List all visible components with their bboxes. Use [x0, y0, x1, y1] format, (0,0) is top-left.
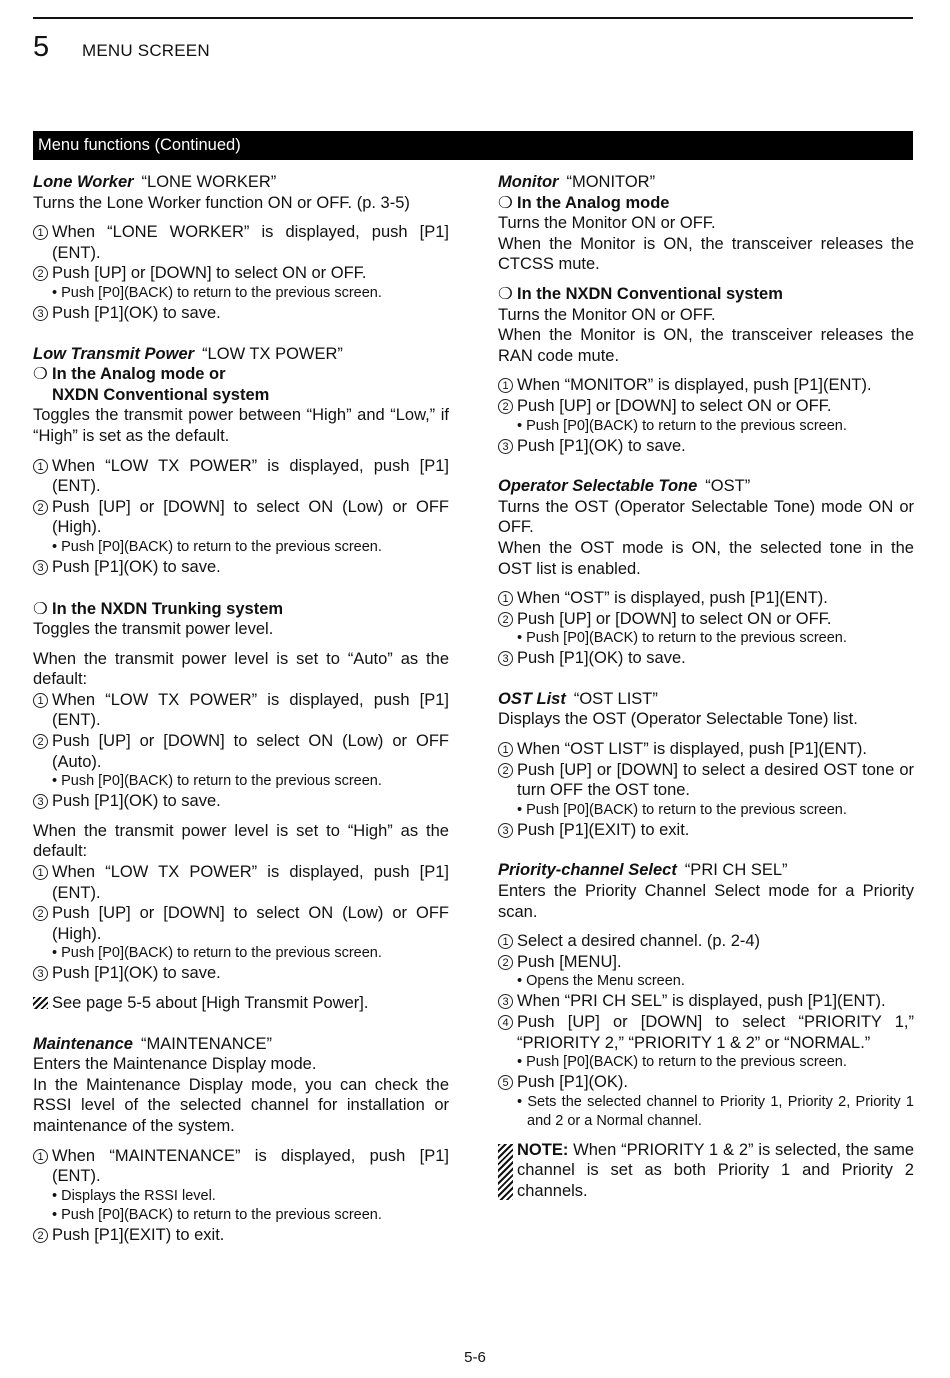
item-name: OST List: [498, 689, 566, 708]
step-subnote: • Push [P0](BACK) to return to the previous screen.: [517, 1054, 847, 1071]
step-number-icon: 4: [498, 1015, 513, 1030]
note-hatch-icon: [33, 997, 48, 1009]
step: [498, 396, 914, 417]
step-text: Push [UP] or [DOWN] to select ON (Low) or OFF (High).: [52, 904, 449, 943]
item-code: “LOW TX POWER”: [202, 344, 343, 363]
circle-mark-icon: ❍: [33, 365, 48, 384]
step-number-icon: 3: [33, 306, 48, 321]
item-description: Turns the OST (Operator Selectable Tone) mode ON or OFF.: [498, 497, 914, 537]
step-text: Push [UP] or [DOWN] to select ON (Low) or OFF (Auto).: [52, 732, 449, 771]
step: [33, 791, 449, 812]
item-name: Lone Worker: [33, 173, 134, 191]
step-number-icon: 3: [498, 651, 513, 666]
monitor-heading: [498, 172, 914, 193]
item-code: “MONITOR”: [566, 173, 656, 191]
step: [498, 375, 914, 396]
step-number-icon: 2: [33, 500, 48, 515]
step: [33, 557, 449, 578]
maintenance-heading: [33, 1034, 449, 1055]
step-text: Push [P1](EXIT) to exit.: [52, 1225, 225, 1244]
step: [33, 497, 449, 538]
step: [33, 263, 449, 284]
item-description: Enters the Priority Channel Select mode for a Priority scan.: [498, 882, 914, 921]
step: [33, 903, 449, 944]
step: [498, 820, 914, 841]
step: [33, 456, 449, 497]
step-subnote: • Push [P0](BACK) to return to the previous screen.: [517, 417, 847, 434]
high-intro: When the transmit power level is set to “High” as the default:: [33, 821, 449, 861]
lone-worker-section: [33, 172, 449, 324]
mode-heading: ❍ In the Analog mode: [498, 193, 670, 212]
step-text: Push [MENU].: [517, 952, 622, 971]
step-number-icon: 2: [33, 734, 48, 749]
mode-description: Turns the Monitor ON or OFF.: [498, 305, 716, 324]
step-text: When “OST” is displayed, push [P1](ENT).: [517, 589, 828, 608]
circle-mark-icon: ❍: [33, 599, 48, 618]
monitor-section: [498, 172, 914, 456]
step-text: When “LOW TX POWER” is displayed, push [P1] (ENT).: [52, 863, 449, 902]
step: [498, 952, 914, 973]
step-number-icon: 1: [498, 591, 513, 606]
step: [33, 303, 449, 324]
item-description: In the Maintenance Display mode, you can check the RSSI level of the selected channel for installation or maintenance of the system.: [33, 1075, 449, 1135]
mode-heading: ❍ In the NXDN Trunking system: [33, 599, 284, 618]
step: [498, 1012, 914, 1053]
low-tx-power-heading: [33, 344, 449, 365]
step-text: When “LOW TX POWER” is displayed, push [P1] (ENT).: [52, 456, 449, 496]
item-code: “LONE WORKER”: [141, 173, 277, 191]
step: [33, 963, 449, 984]
step-text: Push [UP] or [DOWN] to select ON or OFF.: [517, 609, 832, 628]
step: [498, 739, 914, 760]
step: [498, 609, 914, 630]
chapter-number: 5: [33, 31, 50, 63]
item-description: Turns the Lone Worker function ON or OFF. (p. 3-5): [33, 193, 410, 212]
step-number-icon: 1: [33, 693, 48, 708]
step-text: Push [P1](OK) to save.: [52, 964, 221, 983]
step: [33, 1146, 449, 1187]
item-code: “MAINTENANCE”: [140, 1034, 273, 1053]
step-subnote: • Push [P0](BACK) to return to the previous screen.: [517, 801, 847, 818]
step-text: When “OST LIST” is displayed, push [P1](ENT).: [517, 740, 867, 759]
item-code: “PRI CH SEL”: [684, 861, 788, 880]
step-subnote: • Displays the RSSI level.: [52, 1187, 216, 1204]
step-number-icon: 1: [498, 742, 513, 757]
mode-description: When the Monitor is ON, the transceiver releases the CTCSS mute.: [498, 234, 914, 274]
mode-heading: ❍ In the Analog mode or NXDN Conventional system: [33, 365, 270, 404]
circle-mark-icon: ❍: [498, 284, 513, 303]
step: [498, 588, 914, 609]
note-text: When “PRIORITY 1 & 2” is selected, the same channel is set as both Priority 1 and Priority 2 channels.: [517, 1140, 914, 1200]
step-number-icon: 1: [498, 934, 513, 949]
note-label: NOTE:: [517, 1140, 569, 1159]
ost-heading: [498, 476, 914, 497]
step-text: Push [P1](EXIT) to exit.: [517, 820, 690, 839]
step-text: When “LONE WORKER” is displayed, push [P1] (ENT).: [52, 223, 449, 262]
step-text: Push [UP] or [DOWN] to select a desired OST tone or turn OFF the OST tone.: [517, 760, 914, 800]
step: [33, 690, 449, 731]
note-hatch-icon: [498, 1144, 513, 1200]
lone-worker-heading: [33, 172, 449, 193]
step-text: When “MONITOR” is displayed, push [P1](ENT).: [517, 376, 872, 395]
mode-description: When the Monitor is ON, the transceiver releases the RAN code mute.: [498, 326, 914, 365]
step-number-icon: 5: [498, 1075, 513, 1090]
mode-description: Toggles the transmit power level.: [33, 620, 274, 639]
step-number-icon: 1: [33, 1149, 48, 1164]
step-subnote: • Push [P0](BACK) to return to the previous screen.: [517, 630, 847, 647]
mode-description: Toggles the transmit power between “High” and “Low,” if “High” is set as the default.: [33, 406, 449, 445]
ost-section: [498, 476, 914, 669]
section-title-bar: Menu functions (Continued): [33, 131, 913, 160]
step-number-icon: 2: [498, 763, 513, 778]
step-text: When “LOW TX POWER” is displayed, push [P1] (ENT).: [52, 690, 449, 730]
priority-heading: [498, 860, 914, 881]
maintenance-section: [33, 1034, 449, 1246]
step-number-icon: 1: [33, 225, 48, 240]
step-number-icon: 3: [498, 439, 513, 454]
item-name: Maintenance: [33, 1034, 133, 1053]
step-number-icon: 2: [33, 906, 48, 921]
step: [498, 991, 914, 1012]
step-number-icon: 2: [498, 399, 513, 414]
step-subnote: • Push [P0](BACK) to return to the previous screen.: [52, 773, 382, 790]
item-description: Displays the OST (Operator Selectable Tone) list.: [498, 710, 858, 729]
step-number-icon: 3: [33, 560, 48, 575]
low-tx-power-section: [33, 344, 449, 1014]
step-text: Push [P1](OK) to save.: [52, 557, 221, 576]
step-text: Push [UP] or [DOWN] to select “PRIORITY 1,” “PRIORITY 2,” “PRIORITY 1 & 2” or “NORMAL.”: [517, 1013, 914, 1052]
right-column: [498, 172, 914, 1222]
ost-list-heading: [498, 689, 914, 710]
step: [33, 1225, 449, 1246]
item-code: “OST”: [705, 477, 751, 496]
item-code: “OST LIST”: [573, 689, 658, 708]
step-number-icon: 1: [498, 378, 513, 393]
step-subnote: • Opens the Menu screen.: [517, 973, 685, 990]
mode-description: Turns the Monitor ON or OFF.: [498, 214, 716, 233]
step: [498, 436, 914, 457]
see-also-note: See page 5-5 about [High Transmit Power].: [33, 993, 449, 1014]
step-text: Push [P1](OK) to save.: [52, 303, 221, 322]
step-number-icon: 2: [33, 266, 48, 281]
step-number-icon: 1: [33, 865, 48, 880]
step: [33, 862, 449, 903]
step-number-icon: 3: [33, 794, 48, 809]
step: [498, 760, 914, 801]
page-number: 5-6: [464, 1349, 486, 1366]
left-column: [33, 172, 449, 1265]
step-number-icon: 3: [33, 966, 48, 981]
step-text: Push [P1](OK) to save.: [52, 792, 221, 811]
step: [498, 931, 914, 952]
item-name: Low Transmit Power: [33, 344, 195, 363]
step-subnote: • Push [P0](BACK) to return to the previous screen.: [52, 945, 382, 962]
step-text: Push [P1](OK).: [517, 1073, 628, 1092]
step-subnote: • Push [P0](BACK) to return to the previous screen.: [52, 284, 382, 301]
step-number-icon: 3: [498, 823, 513, 838]
step-number-icon: 1: [33, 459, 48, 474]
item-description: When the OST mode is ON, the selected tone in the OST list is enabled.: [498, 538, 914, 578]
step-text: Push [UP] or [DOWN] to select ON (Low) or OFF (High).: [52, 497, 449, 537]
ost-list-section: [498, 689, 914, 841]
step: [498, 1072, 914, 1093]
step-subnote: • Sets the selected channel to Priority 1, Priority 2, Priority 1 and 2 or a Normal channel.: [517, 1093, 914, 1129]
step-subnote: • Push [P0](BACK) to return to the previous screen.: [52, 538, 382, 555]
step-number-icon: 2: [498, 612, 513, 627]
item-description: Enters the Maintenance Display mode.: [33, 1055, 317, 1074]
step-text: Push [P1](OK) to save.: [517, 436, 686, 455]
top-rule: [33, 17, 913, 19]
step-text: Push [UP] or [DOWN] to select ON or OFF.: [52, 264, 367, 283]
step-number-icon: 3: [498, 994, 513, 1009]
step-text: When “MAINTENANCE” is displayed, push [P1](ENT).: [52, 1146, 449, 1186]
chapter-title: MENU SCREEN: [82, 41, 210, 60]
step-subnote: • Push [P0](BACK) to return to the previous screen.: [52, 1206, 382, 1223]
step-number-icon: 2: [498, 955, 513, 970]
circle-mark-icon: ❍: [498, 193, 513, 212]
step-text: Push [UP] or [DOWN] to select ON or OFF.: [517, 396, 832, 415]
item-name: Operator Selectable Tone: [498, 477, 698, 496]
step: [33, 222, 449, 263]
mode-heading: ❍ In the NXDN Conventional system: [498, 284, 783, 303]
priority-note: [498, 1140, 914, 1202]
auto-intro: When the transmit power level is set to “Auto” as the default:: [33, 649, 449, 689]
step-text: When “PRI CH SEL” is displayed, push [P1](ENT).: [517, 992, 886, 1011]
step: [498, 648, 914, 669]
priority-channel-section: [498, 860, 914, 1201]
step-text: Select a desired channel. (p. 2-4): [517, 932, 761, 951]
item-name: Monitor: [498, 173, 559, 191]
step: [33, 731, 449, 772]
step-text: Push [P1](OK) to save.: [517, 649, 686, 668]
step-number-icon: 2: [33, 1228, 48, 1243]
item-name: Priority-channel Select: [498, 861, 677, 880]
